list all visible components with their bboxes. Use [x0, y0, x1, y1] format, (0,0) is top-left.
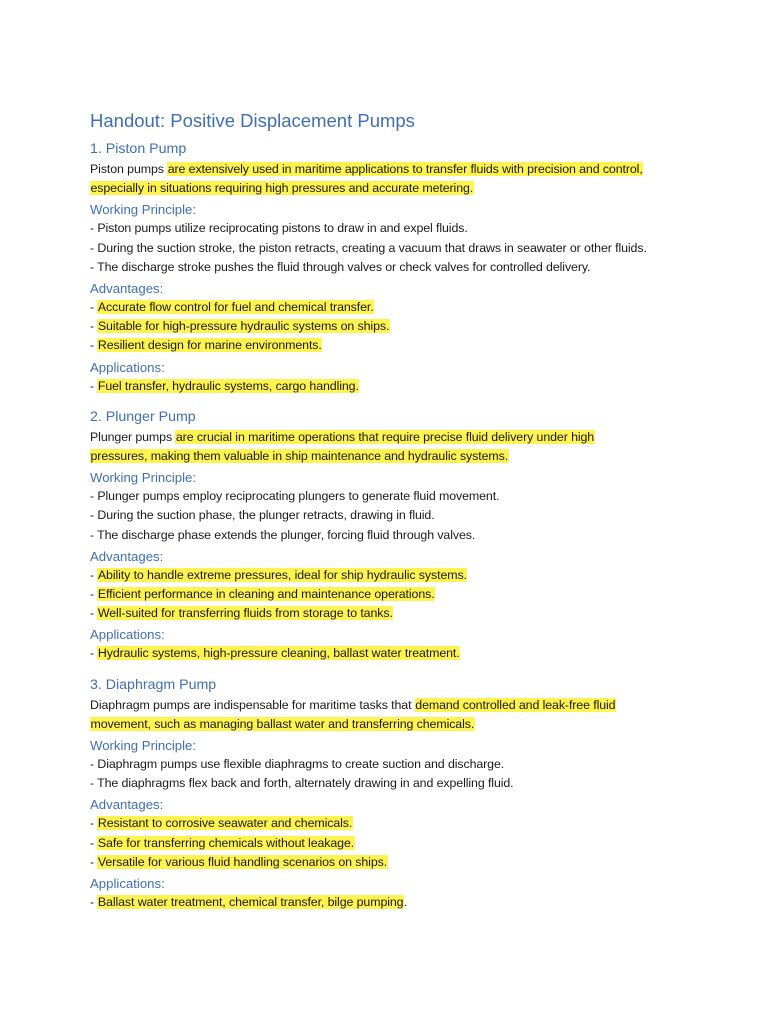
list-item: - During the suction stroke, the piston retracts, creating a vacuum that draws in seawater or other fluids.	[90, 240, 647, 255]
list-item: - Suitable for high-pressure hydraulic systems on ships.	[90, 319, 390, 334]
highlighted-text: Safe for transferring chemicals without leakage.	[97, 835, 355, 850]
list-item: - Ability to handle extreme pressures, ideal for ship hydraulic systems.	[90, 567, 467, 582]
applications-heading: Applications:	[90, 876, 165, 892]
list-item: - Plunger pumps employ reciprocating plungers to generate fluid movement.	[90, 489, 500, 504]
list-item: - During the suction phase, the plunger retracts, drawing in fluid.	[90, 508, 435, 523]
list-item: - Hydraulic systems, high-pressure cleaning, ballast water treatment.	[90, 646, 460, 661]
advantages-list	[90, 298, 690, 356]
list-item: - Resilient design for marine environments.	[90, 338, 322, 353]
intro-line	[90, 715, 690, 734]
section-intro	[90, 696, 690, 734]
working-principle-heading: Working Principle:	[90, 202, 197, 218]
list-item: - The discharge stroke pushes the fluid through valves or check valves for controlled delivery.	[90, 259, 591, 274]
highlighted-text: Resistant to corrosive seawater and chemicals.	[97, 816, 353, 831]
section-piston-pump	[90, 139, 690, 396]
list-item: - Piston pumps utilize reciprocating pistons to draw in and expel fluids.	[90, 221, 468, 236]
applications-list	[90, 644, 690, 663]
section-plunger-pump	[90, 407, 690, 664]
highlighted-text: Hydraulic systems, high-pressure cleaning, ballast water treatment.	[97, 646, 460, 661]
working-principle-list	[90, 755, 690, 793]
list-item: - Accurate flow control for fuel and chemical transfer.	[90, 300, 374, 315]
list-item: - Resistant to corrosive seawater and chemicals.	[90, 816, 353, 831]
applications-heading: Applications:	[90, 627, 165, 643]
section-intro	[90, 160, 690, 198]
intro-line	[90, 447, 690, 466]
highlighted-text: are extensively used in maritime applications to transfer fluids with precision and control,	[167, 162, 643, 176]
list-item: - Ballast water treatment, chemical transfer, bilge pumping.	[90, 895, 408, 910]
highlighted-text: movement, such as managing ballast water and transferring chemicals.	[90, 716, 475, 731]
section-heading: 3. Diaphragm Pump	[90, 676, 217, 693]
list-item: - Fuel transfer, hydraulic systems, cargo handling.	[90, 378, 359, 393]
working-principle-heading: Working Principle:	[90, 470, 197, 486]
advantages-heading: Advantages:	[90, 281, 164, 297]
highlighted-text: especially in situations requiring high pressures and accurate metering.	[90, 181, 474, 196]
intro-line: Plunger pumps are crucial in maritime operations that require precise fluid delivery under high	[90, 429, 595, 444]
advantages-list	[90, 566, 690, 624]
intro-line	[90, 179, 690, 198]
highlighted-text: are crucial in maritime operations that require precise fluid delivery under high	[175, 429, 595, 444]
section-heading: 2. Plunger Pump	[90, 408, 196, 425]
advantages-heading: Advantages:	[90, 797, 164, 813]
list-item: - Efficient performance in cleaning and maintenance operations.	[90, 587, 435, 602]
highlighted-text: Fuel transfer, hydraulic systems, cargo handling.	[97, 378, 359, 393]
document-title: Handout: Positive Displacement Pumps	[90, 110, 415, 131]
list-item: - The discharge phase extends the plunger, forcing fluid through valves.	[90, 527, 476, 542]
advantages-list	[90, 814, 690, 872]
intro-line: Piston pumps are extensively used in maritime applications to transfer fluids with precision and control,	[90, 162, 643, 176]
section-diaphragm-pump	[90, 675, 690, 913]
highlighted-text: Ability to handle extreme pressures, ideal for ship hydraulic systems.	[97, 567, 467, 582]
highlighted-text: Resilient design for marine environments.	[97, 338, 322, 353]
highlighted-text: pressures, making them valuable in ship maintenance and hydraulic systems.	[90, 449, 509, 464]
list-item: - Safe for transferring chemicals without leakage.	[90, 835, 355, 850]
highlighted-text: Ballast water treatment, chemical transfer, bilge pumping	[97, 895, 404, 910]
highlighted-text: Accurate flow control for fuel and chemical transfer.	[97, 300, 374, 315]
advantages-heading: Advantages:	[90, 548, 164, 564]
intro-line: Diaphragm pumps are indispensable for maritime tasks that demand controlled and leak-free fluid	[90, 697, 616, 712]
list-item: - The diaphragms flex back and forth, alternately drawing in and expelling fluid.	[90, 776, 514, 791]
highlighted-text: Versatile for various fluid handling scenarios on ships.	[97, 854, 388, 869]
highlighted-text: demand controlled and leak-free fluid	[415, 697, 616, 712]
applications-list	[90, 893, 690, 912]
highlighted-text: Suitable for high-pressure hydraulic systems on ships.	[97, 319, 390, 334]
working-principle-list	[90, 219, 690, 277]
section-intro	[90, 428, 690, 466]
list-item: - Versatile for various fluid handling scenarios on ships.	[90, 854, 388, 869]
working-principle-list	[90, 487, 690, 545]
applications-heading: Applications:	[90, 359, 165, 375]
applications-list	[90, 377, 690, 396]
list-item: - Diaphragm pumps use flexible diaphragms to create suction and discharge.	[90, 757, 505, 772]
working-principle-heading: Working Principle:	[90, 738, 197, 754]
section-heading: 1. Piston Pump	[90, 141, 187, 157]
highlighted-text: Well-suited for transferring fluids from storage to tanks.	[97, 606, 393, 621]
list-item: - Well-suited for transferring fluids from storage to tanks.	[90, 606, 393, 621]
document-page	[90, 108, 690, 923]
highlighted-text: Efficient performance in cleaning and maintenance operations.	[97, 587, 435, 602]
